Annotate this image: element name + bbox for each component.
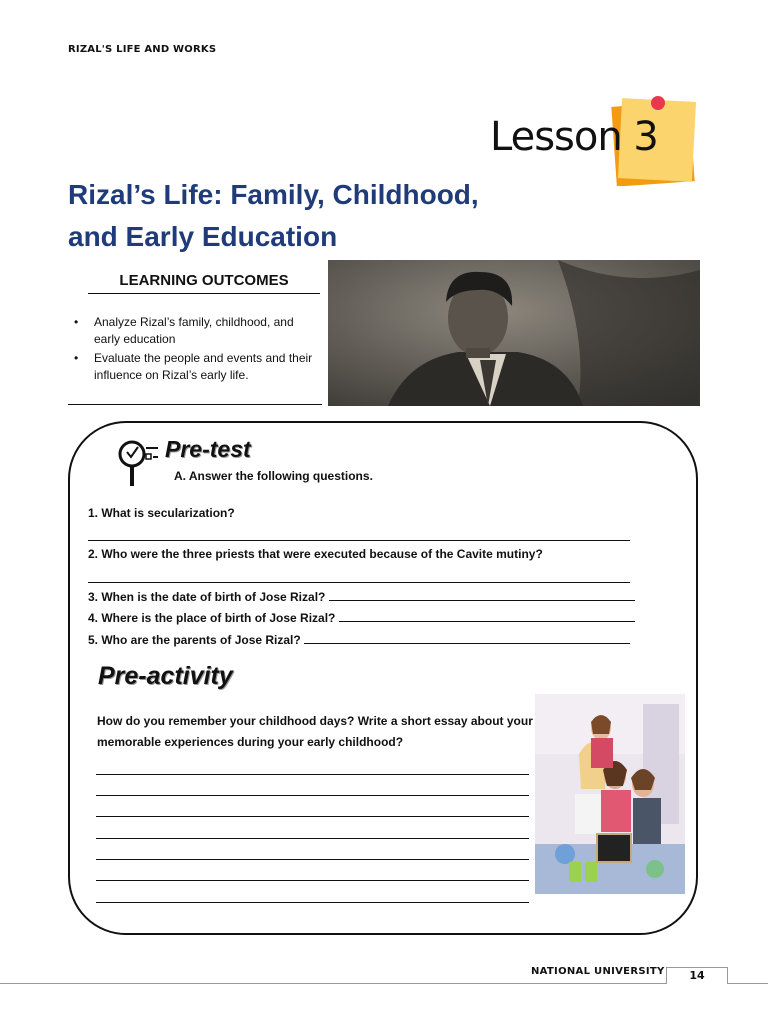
question-3: 3. When is the date of birth of Jose Rizal? (88, 590, 326, 604)
essay-line[interactable] (96, 816, 529, 817)
essay-line[interactable] (96, 838, 529, 839)
question-4-row (88, 610, 635, 625)
essay-line[interactable] (96, 880, 529, 881)
question-1: 1. What is secularization? (88, 506, 235, 520)
essay-line[interactable] (96, 795, 529, 796)
title-line-1: Rizal’s Life: Family, Childhood, (68, 179, 479, 210)
preactivity-prompt: How do you remember your childhood days? Write a short essay about your memorable experiences during your early childhood? (97, 714, 533, 749)
lesson-label: Lesson 3 (490, 114, 658, 160)
answer-line[interactable] (339, 610, 635, 622)
learning-outcome-item: • Analyze Rizal’s family, childhood, and early education (70, 314, 320, 348)
question-3-row (88, 589, 635, 604)
preactivity-title: Pre-activity (98, 662, 233, 690)
pretest-instruction: A. Answer the following questions. (174, 469, 373, 483)
answer-line[interactable] (304, 632, 630, 644)
title-line-2: and Early Education (68, 221, 338, 252)
divider (68, 404, 322, 405)
page-number: 14 (666, 967, 728, 984)
children-photo (535, 694, 685, 894)
page-title (68, 174, 508, 258)
essay-line[interactable] (96, 859, 529, 860)
question-5: 5. Who are the parents of Jose Rizal? (88, 633, 301, 647)
footer-institution: NATIONAL UNIVERSITY (531, 966, 665, 977)
learning-outcomes-list (70, 314, 320, 386)
learning-outcome-item: • Evaluate the people and events and their influence on Rizal’s early life. (70, 350, 320, 384)
footer-rule (0, 983, 768, 984)
answer-line[interactable] (88, 540, 630, 541)
portrait-photo (328, 260, 700, 406)
question-5-row (88, 632, 630, 647)
learning-outcomes-heading: LEARNING OUTCOMES (88, 272, 320, 294)
question-4: 4. Where is the place of birth of Jose Rizal? (88, 611, 336, 625)
essay-line[interactable] (96, 774, 529, 775)
answer-line[interactable] (88, 582, 630, 583)
checklist-icon (118, 434, 160, 490)
running-header: RIZAL'S LIFE AND WORKS (68, 44, 217, 55)
essay-line[interactable] (96, 902, 529, 903)
answer-line[interactable] (329, 589, 635, 601)
pretest-title: Pre-test (165, 436, 251, 462)
question-2: 2. Who were the three priests that were executed because of the Cavite mutiny? (88, 547, 543, 561)
